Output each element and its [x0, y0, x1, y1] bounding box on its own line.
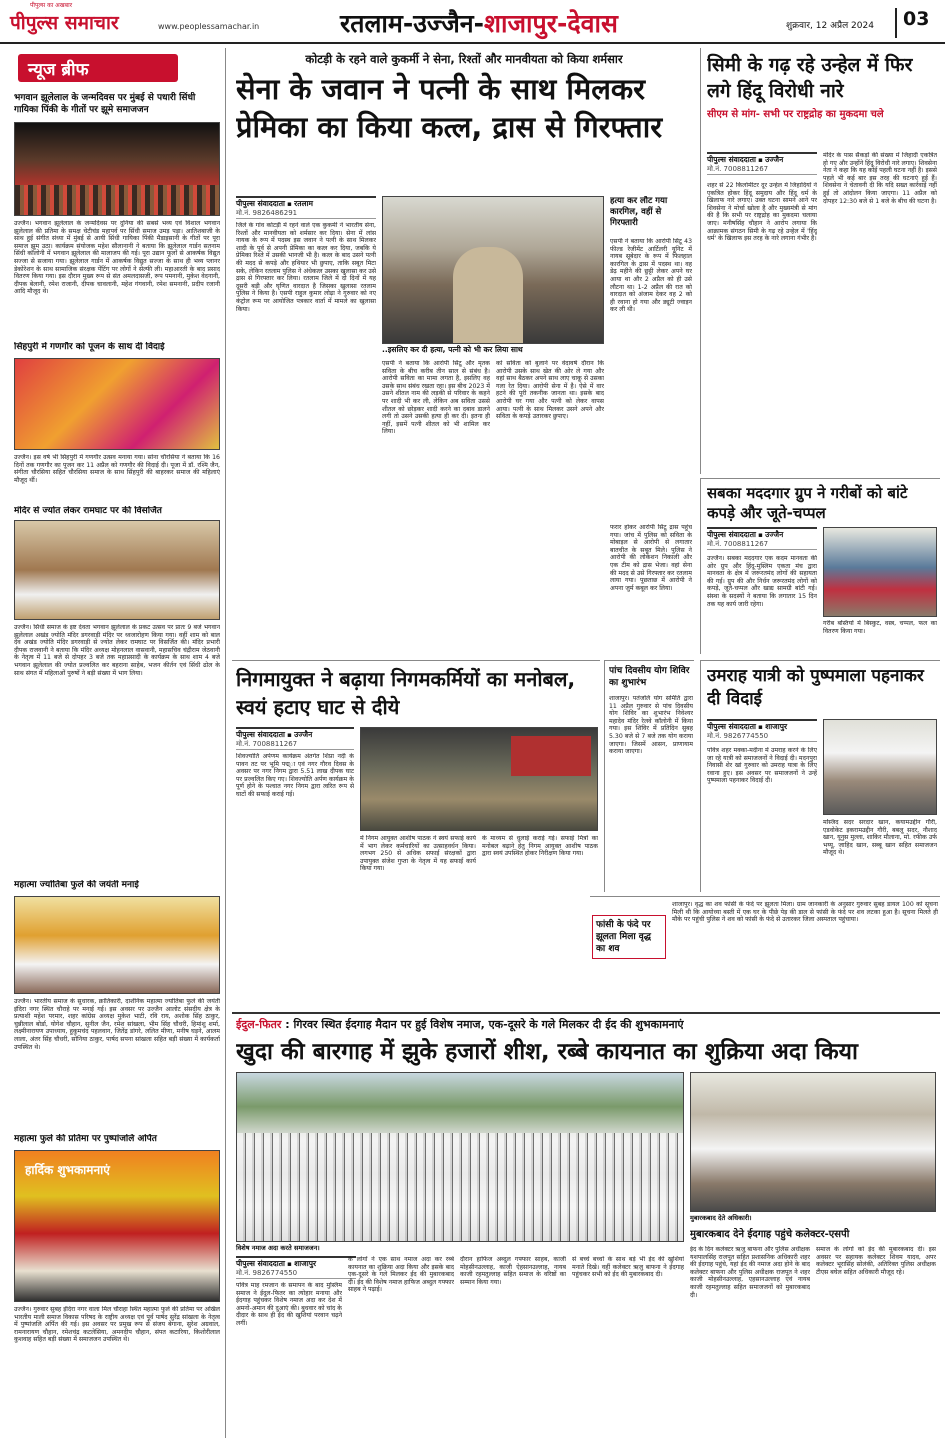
- umrah-photo: [823, 719, 937, 815]
- nigam-headline: निगमायुक्त ने बढ़ाया निगमकर्मियों का मनोबल, स्वयं हटाए घाट से दीये: [236, 667, 576, 719]
- brief-headline: मंदिर से ज्योत लेकर रामघाट पर की विसर्जित: [14, 506, 162, 516]
- truck-shape: [511, 736, 591, 776]
- eid-col3: दौरान हाफिज अब्दुल गफ्फार साहब, काजी मोहसीनउल्लाह, काजी ऐहसानउल्लाह, नायब काजी रहमतुल्लाह सहित समाज के वरिष्ठों का सम्मान किया गया।: [460, 1256, 566, 1286]
- simi-subhead: सीएम से मांग- सभी पर राष्ट्रद्रोह का मुकदमा चले: [707, 109, 884, 120]
- eid-city: शाजापुर: [294, 1259, 317, 1268]
- story-umrah: [700, 660, 940, 892]
- army-byline: पीपुल्स संवाददाता ▪ रतलाम मो.नं. 9826486291: [236, 196, 376, 219]
- army-kicker: कोटड़ी के रहने वाले कुकर्मी ने सेना, रिश्तों और मानवीयता को किया शर्मसार: [305, 52, 623, 66]
- brief-photo-jyot: [14, 520, 220, 620]
- army-headline: सेना के जवान ने पत्नी के साथ मिलकर प्रेमिका का किया कत्ल, द्रास से गिरफ्तार: [236, 72, 663, 144]
- story-suicide: [590, 896, 940, 1008]
- poster-text: हार्दिक शुभकामनाएं: [25, 1163, 110, 1177]
- brief-headline: भगवान झूलेलाल के जन्मदिवस पर मुंबई से पधारी सिंधी गायिका पिंकी के गीतों पर झूमे समाजजन: [14, 93, 196, 115]
- nigam-photo: [360, 727, 598, 831]
- brief-body: उज्जैन। भगवान झूलेलाल के जन्मदिवस पर दुनिया की सबसे भव्य एवं विशाल भगवान झूलेलाल की प्रतिमा के समक्ष चेटीचंड महापर्व पर सिंधी समाज उमड़ पड़ा। आतिशबाजी के साथ हुई संगीत संध्या में मुंबई से आयी सिंधी गायिका पिंकी मैडाइसानी के गीतों पर पूरा समाज झूम उठा। कार्यक्रम संयोजक महेश सौलानानी ने बताया कि झूलेलाल गार्डन सतनाम सिंधी कॉलोनी में भगवान झूलेलाल की मालाजप की गई। पूरा उद्यान फूलों से आकर्षक विद्युत सज्जा से सजाया गया। झूलेलाल गार्डन में आकर्षक विद्युत सज्जा के साथ ही भव्य प्लानर डेकोरेशन के साथ सामाजिक संरक्षक पेंटिंग पर लोगों ने सेल्फी ली। महाआरती के बाद प्रसाद वितरण किया गया। इस दौरान मुख्य रूप से संत अमलदासजी, रूप पमनानी, मुकेश वेदनानी, दीपक बेलानी, रमेश राजानी, दीपक चावलानी, महेश गंगवानी, रमेश समनानी, प्रदीप रजानी आदि मौजूद थे।: [14, 220, 220, 296]
- nigam-city: उज्जैन: [294, 730, 313, 739]
- nigam-reporter: पीपुल्स संवाददाता: [236, 730, 285, 739]
- section-part1: रतलाम-उज्जैन-: [340, 9, 485, 38]
- eid-photo-officials: [690, 1072, 936, 1212]
- website: www.peoplessamachar.in: [158, 22, 260, 31]
- eid-headline: खुदा की बारगाह में झुके हजारों शीश, रब्बे कायनात का शुक्रिया अदा किया: [236, 1039, 858, 1065]
- simi-col1: शहर से 22 किलोमीटर दूर उन्हेल में जिहादियों ने एकत्रित होकर हिंदू समुदाय और हिंदू धर्म के खिलाफ नारे लगाए। उक्त घटना सामने आने पर शिवसेना ने मोर्चा खोला है और मुख्यमंत्री से मांग की है कि सभी पर राष्ट्रद्रोह का मुकदमा चलाया जाए। मनीषसिंह चौहान ने आरोप लगाया कि आक्रामक संगठन सिमी के गढ़ रहे उन्हेल में 'हिंदू धर्म' के खिलाफ इस तरह के नारे लगाना गंभीर है।: [707, 182, 817, 243]
- madadgar-body: उज्जैन। सबका मददगार एक कदम मानवता की ओर ग्रुप और हिंदू-मुस्लिम एकता मंच द्वारा मानवता के क्षेत्र में जरूरतमंद लोगों की सहायता की गई। ग्रुप की और निर्धन जरूरतमंद लोगों को कपड़े, जूते-चप्पल और खाद्य सामग्री बांटी गई। संस्था के सदस्यों ने बताया कि लगातार 15 दिन तक यह कार्य जारी रहेगा।: [707, 555, 817, 608]
- nigam-col1: शिवज्योति अर्पणम कार्यक्रम अंतर्गत शिप्रा नदी के पावन तट पर भूमि पद्म्ा एवं नगर गौरव दिवस के अवसर पर नगर निगम द्वारा 5.51 लाख दीपक घाट पर प्रज्वलित किए गए। शिवज्योति अर्पण कार्यक्रम के पूर्ण होने के पश्चात नगर निगम द्वारा त्वरित रूप से घाटों की सफाई कराई गई।: [236, 753, 354, 798]
- eid-caption-3: मुबारकबाद देने ईदगाह पहुंचे कलेक्टर-एसपी: [690, 1229, 850, 1240]
- umrah-headline: उमराह यात्री को पुष्पमाला पहनाकर दी विदाई: [707, 666, 924, 709]
- umrah-names: मस्जिद सदर सरदार खान, कयामउद्दीन गौरी, एडवोकेट इकरामउद्दीन गौरी, बबलू सदर, नौशाद खान, यूनुस मुल्ला, शाकिर मौलाना, मो. रफीक उर्फ भय्यू, जाहिद खान, सब्बू खान सहित समाजजन मौजूद थे।: [823, 819, 937, 857]
- madadgar-headline: सबका मददगार ग्रुप ने गरीबों को बांटे कपड़े और जूते-चप्पल: [707, 484, 908, 522]
- eid-photo-prayer: [236, 1072, 684, 1242]
- eid-col6: समाज के लोगों को ईद की मुबारकबाद दी। इस अवसर पर सहायक कलेक्टर शिवम यादव, अपर कलेक्टर भूरासिंह सोलंकी, अतिरिक्त पुलिस अधीक्षक टीएस बघेल सहित अधिकारी मौजूद रहे।: [816, 1246, 936, 1276]
- page-number: 03: [895, 8, 935, 38]
- story-yoga: [604, 660, 694, 892]
- news-brief-column: [8, 48, 226, 1438]
- brief-photo-tribute: [14, 1150, 220, 1302]
- story-army: [232, 48, 694, 654]
- brief-photo-jhulelal: [14, 122, 220, 216]
- army-city: रतलाम: [294, 199, 313, 208]
- eid-label: ईदुल-फितर: [236, 1018, 282, 1031]
- umrah-city: शाजापुर: [765, 722, 788, 731]
- eid-reporter: पीपुल्स संवाददाता: [236, 1259, 285, 1268]
- umrah-byline: पीपुल्स संवाददाता ▪ शाजापुर मो.नं. 9826774550: [707, 719, 817, 742]
- madadgar-byline: पीपुल्स संवाददाता ▪ उज्जैन मो.नं. 7008811267: [707, 527, 817, 550]
- brief-body: उज्जैन। भारतीय समाज के सुधारक, क्रांतिकारी, दार्शनिक महात्मा ज्योतिबा फुले की जयंती इंदिरा नगर स्थित चौराहे पर मनाई गई। इस अवसर पर उज्जैन आलोट संसदीय क्षेत्र के प्रत्याशी महेश परमार, शहर कांग्रेस अध्यक्ष मुकेश भाटी, रवि राय, अशोक सिंह ठाकुर, चुन्नीलाल बोर्डा, योगेश चौहान, सुनील जैन, रमेश सांखला, भीम सिंह चौधरी, हिमांशु शर्मा, लक्ष्मीनारायण उपाध्याय, हुकुमचंद पहलवान, जितेंद्र डांगरे, ललित मीणा, मनीष घड़ने, आलम लाला, अंतर सिंह चौधरी, सोनिया ठाकुर, पार्षद सपना सांखला सहित बड़ी संख्या में कार्यकर्ता उपस्थित थे।: [14, 998, 220, 1051]
- brief-body: उज्जैन। इस वर्ष भी सिंहपुरी में गणगौर उत्सव मनाया गया। सोना चौरसिया ने बताया कि 16 दिनों तक गणगौर का पूजन कर 11 अप्रैल को गणगौर की विदाई दी। पूजा में डॉ. रश्मि जैन, संगीता चौरसिया सहित चौरसिया समाज के साथ सिंहपुरी की बाहरकर समाज की महिलाएं मौजूद थीं।: [14, 454, 220, 484]
- logo-small: पीपुल्स का अखबार: [30, 2, 73, 9]
- madadgar-reporter: पीपुल्स संवाददाता: [707, 530, 756, 539]
- nigam-byline: पीपुल्स संवाददाता ▪ उज्जैन मो.नं. 7008811267: [236, 727, 354, 750]
- section-title: [340, 6, 618, 40]
- eid-caption-1: विशेष नमाज अदा करते समाजजन।: [236, 1244, 320, 1252]
- eid-col4: से बच्चे बच्चों के साथ बड़े भी ईद की खुशियां मनाते दिखे। वहीं कलेक्टर ऋजु बाफना ने ईदगाह पहुंचकर सभी को ईद की मुबारकबाद दी।: [572, 1256, 684, 1279]
- nigam-phone: मो.नं. 7008811267: [236, 740, 354, 750]
- eid-caption-2: मुबारकबाद देते अधिकारी।: [690, 1214, 752, 1222]
- umrah-body: पवित्र शहर मक्का-मदीना में उमराह करने के लिए जा रहे यात्री को समाजजनों ने विदाई दी। मदनपुरा निवासी शेर खां गुरुवार को उमराह यात्रा के लिए रवाना हुए। इस अवसर पर समाजजनों ने उन्हें पुष्पमाला पहनाकर विदाई दी।: [707, 747, 817, 785]
- brief-body: उज्जैन। सिंधी समाज के इष्ट देवता भगवान झूलेलाल के प्रकट उत्सव पर प्रातः 9 बजे भगवान झूलेलाल अखंड ज्योति मंदिर डगरवाड़ी मंदिर पर ध्वजारोहण किया गया। वहीं शाम को बाल देव अखंड ज्योति मंदिर डगरवाड़ी से ज्योत लेकर रामघाट पर विसर्जित की। मंदिर प्रभारी दीपक राजवानी ने बताया कि मंदिर अध्यक्ष मोहनलाल वासवानी, महासचिव चंद्रीराम जेठवानी के नेतृत्व में 11 बजे से दोपहर 3 बजे तक महाप्रसादी के कार्यक्रम के साथ शाम 4 बजे भगवान झूलेलाल की ज्योत प्रज्वलित कर बहराना साहेब, भजन कीर्तन एवं सिंधी ढोल के साथ संगत में महिलाओं पुरुषों ने बड़ी संख्या में भाग लिया।: [14, 624, 220, 677]
- army-photo: [382, 196, 604, 344]
- prayer-rows: [237, 1133, 684, 1242]
- madadgar-caption: गरीब बस्तियों में बिस्कुट, वस्त्र, चप्पल, फल का वितरण किया गया।: [823, 620, 937, 635]
- army-side-body: एसपी ने बताया कि आरोपी सिंटू 43 फील्ड रेजीमेंट आर्टिलरी यूनिट में नायब सूबेदार के रूप में फिलहाल कारगिल के द्रास में पदस्थ था। वह डेढ़ महीने की छुट्टी लेकर अपने घर आया था और 2 अप्रैल को ही उसे लौटना था। 1-2 अप्रैल की रात को वारदात को अंजाम देकर वह 2 को ही रवाना हो गया और ड्यूटी ज्वाइन कर ली थी।: [610, 238, 692, 314]
- yoga-headline: पांच दिवसीय योग शिविर का शुभारंभ: [609, 666, 690, 688]
- army-reporter: पीपुल्स संवाददाता: [236, 199, 285, 208]
- story-madadgar: [700, 478, 940, 654]
- eid-col1: पवित्र माह रमजान के समापन के बाद मुस्लिम समाज ने ईदुल-फितर का त्योहार मनाया और ईदगाह पहुंचकर विशेष नमाज अदा कर देश में अमनो-अमान की दुआएं की। बुधवार को चांद के दीदार के साथ ही ईद की खुशियां परवान चढ़ने लगीं।: [236, 1282, 342, 1327]
- madadgar-phone: मो.नं. 7008811267: [707, 540, 817, 550]
- brief-headline: सिंहपुरी में गणगौर को पूजन के साथ दी विदाई: [14, 342, 165, 352]
- eid-col2: के लोगों ने एक साथ नमाज अदा कर रब्बे कायनात का शुक्रिया अदा किया और इसके बाद एक-दूसरे के गले मिलकर ईद की मुबारकबाद दी। ईद की विशेष नमाज हाफिज अब्दुल गफ्फार साहब ने पढ़ाई।: [348, 1256, 454, 1294]
- date: शुक्रवार, 12 अप्रैल 2024: [786, 21, 874, 31]
- eid-kicker: गिरवर स्थित ईदगाह मैदान पर हुई विशेष नमाज, एक-दूसरे के गले मिलकर दी ईद की शुभकामनाएं: [293, 1018, 684, 1031]
- madadgar-photo: [823, 527, 937, 617]
- army-col1: जिले के गांव कोटड़ी में रहने वाले एक कुकर्मी ने भारतीय सेना, रिश्तों और मानवीयता को शर्मसार कर दिया। सेना में लांस नायक के रूप में पदस्थ इस जवान ने पत्नी के साथ मिलकर शादी के पूर्व से अपनी प्रेमिका का कत्ल कर दिया, जबकि ये प्रेमिका रिश्ते में उसकी भानजी भी है। कत्ल के बाद उसने पत्नी की मदद से कपड़े और हथियार भी छुपाए, ताकि सबूत मिटा सके, लेकिन रतलाम पुलिस ने अंधेकत्ल उसका खुलासा कर उसे द्रास से गिरफ्तार कर लिया। रतलाम जिले में दो दिनों में यह दूसरी बड़ी और घृणित वारदात है जिसका खुलासा रतलाम पुलिस ने किया है। एसपी राहुल कुमार लोढ़ा ने गुरुवार को नए कंट्रोल रूम पर आयोजित पत्रकार वार्ता में मामले का खुलासा किया।: [236, 222, 376, 313]
- army-col4: फरार होकर आरोपी सिंटू द्रास पहुंच गया। जांच में पुलिस को सविता के मोबाइल से आरोपी से लगातार बातचीत के सबूत मिले। पुलिस ने आरोपी की लोकेशन निकाली और एक टीम को द्रास भेजा। वहां सेना की मदद से उसे गिरफ्तार कर रतलाम लाया गया। पूछताछ में आरोपी ने अपना जुर्म कबूल कर लिया।: [610, 524, 692, 592]
- suicide-tag: फांसी के फंदे पर झूलता मिला वृद्ध का शव: [592, 915, 666, 959]
- brief-photo-gangaur: [14, 358, 220, 450]
- nigam-col3: के माध्यम से धुलाई कराई गई। सफाई मित्रों का मनोबल बढ़ाने हेतु निगम आयुक्त आशीष पाठक द्वारा स्वयं उपस्थित होकर निरीक्षण किया गया।: [482, 835, 598, 858]
- brief-body: उज्जैन। गुरुवार सुबह इंदिरा नगर वाला मिल चौराहा स्थित महात्मा फुले की प्रतिमा पर अखिल भारतीय माली समाज विकास परिषद के राष्ट्रीय अध्यक्ष एवं पूर्व पार्षद सुरेंद्र सांखला के नेतृत्व में पुष्पांजलि अर्पित की गई। इस अवसर पर प्रमुख रूप से संजय बेगाना, सुरेश अग्रवाल, रामनारायण चौहान, रमेशचंद्र कटलेसिया, अमनदीप चौहान, संपत कटारिया, किशोरीलाल कुशवाह सहित बड़ी संख्या में समाजजन उपस्थित थे।: [14, 1306, 220, 1344]
- army-phone: मो.नं. 9826486291: [236, 209, 376, 219]
- simi-phone: मो.नं. 7008811267: [707, 165, 817, 175]
- eid-col5: ईद के दिन कलेक्टर ऋजु बाफना और पुलिस अधीक्षक यशपालसिंह राजपूत सहित प्रशासनिक अधिकारी शहर की ईदगाह पहुंचे, यहां ईद की नमाज अदा होने के बाद कलेक्टर बाफना और पुलिस अधीक्षक राजपूत ने शहर काजी मोहसीनउल्लाह, एहसानउल्लाह एवं नायब काजी रहमतुल्लाह सहित समाजजनों को मुबारकबाद दी।: [690, 1246, 810, 1299]
- simi-reporter: पीपुल्स संवाददाता: [707, 155, 756, 164]
- army-side-head: हत्या कर लौट गया कारगिल, वहीं से गिरफ्तारी: [610, 196, 668, 228]
- simi-headline: सिमी के गढ़ रहे उन्हेल में फिर लगे हिंदू विरोधी नारे: [707, 54, 913, 102]
- eid-byline: पीपुल्स संवाददाता ▪ शाजापुर मो.नं. 9826774550: [236, 1256, 356, 1279]
- suicide-body: शाजापुर। वृद्ध का शव फांसी के फंदे पर झूलता मिला। ग्राम जानकारी के अनुसार गुरुवार सुबह डायल 100 को सूचना मिली थी कि आयोध्या बस्ती में एक घर के पीछे पेड़ की डाल से फांसी के फंदे पर शव लटका हुआ है। सूचना मिलते ही मौके पर पहुंची पुलिस ने शव को फांसी के फंदे से उतारकर जिला अस्पताल पहुंचाया।: [672, 901, 938, 924]
- army-photo-caption: ..इसलिए कर दी हत्या, पत्नी को भी कर लिया साथ: [382, 345, 523, 354]
- eid-phone: मो.नं. 9826774550: [236, 1269, 356, 1279]
- logo: पीपुल्स समाचार: [10, 12, 119, 34]
- crowd-shape: [15, 185, 220, 215]
- simi-col2: मंदिर के पास सैकड़ों की संख्या में जिहादी एकत्रित हो गए और उन्होंने हिंदू विरोधी नारे लगाए। शिवसेना नेता ने कहा कि यह कोई पहली घटना नहीं है। इससे पहले भी कई बार इस तरह की घटनाएं हुई हैं। शिवसेना ने चेतावनी दी कि यदि सख्त कार्रवाई नहीं हुई तो आंदोलन किया जाएगा। 11 अप्रैल को दोपहर 12:30 बजे से 1 बजे के बीच की घटना है।: [823, 152, 937, 205]
- section-part2: शाजापुर-देवास: [484, 9, 618, 38]
- brief-photo-phule: [14, 896, 220, 994]
- umrah-phone: मो.नं. 9826774550: [707, 732, 817, 742]
- masthead: [0, 0, 945, 44]
- simi-city: उज्जैन: [765, 155, 784, 164]
- brief-headline: महात्मा ज्योतिबा फुले की जयंती मनाई: [14, 880, 139, 890]
- simi-byline: पीपुल्स संवाददाता ▪ उज्जैन मो.नं. 7008811267: [707, 152, 817, 175]
- army-col2: एसपी ने बताया कि आरोपी सिंटू और मृतक सविता के बीच करीब तीन साल से संबंध है। आरोपी सविता का मामा लगता है, इसलिए वह उसके साथ संबंध रखता रहा। इस बीच 2023 में उसने शीतल नाम की लड़की से परिवार के कहने पर शादी भी कर ली, लेकिन अब सविता उससे शीतल को छोड़कर शादी करने का दबाव डालने लगी तो उसने उसकी हत्या ही कर दी। इतना ही नहीं, इसमें पत्नी शीतल को भी शामिल कर लिया।: [382, 360, 490, 436]
- story-nigam: [232, 660, 600, 892]
- eid-kicker-line: ईदुल-फितर : गिरवर स्थित ईदगाह मैदान पर हुई विशेष नमाज, एक-दूसरे के गले मिलकर दी ईद की शुभकामनाएं: [236, 1018, 684, 1031]
- nigam-col2: में निगम आयुक्त आशीष पाठक ने स्वयं सफाई कार्य में भाग लेकर कर्मचारियों का उत्साहवर्धन किया। लगभग 250 से अधिक सफाई संरक्षकों द्वारा उपायुक्त संजेश गुप्ता के नेतृत्व में यह सफाई कार्य किया गया।: [360, 835, 476, 873]
- army-col3: को सविता को बुलाने पर वेदावर्ष दौरान कि आरोपी उसके साथ खेत की ओर ले गया और वहां साथ बैठकर अपने साथ लाए चाकू से उसका गला रेत दिया। आरोपी सेना में है। ऐसे में वार हटने की पूरी तकनीक जानता था। इसके बाद आरोपी घर गया और पत्नी को लेकर वापस आया। पत्नी के साथ मिलकर उसने अपने और सविता के कपड़े उतारकर छुपाए।: [496, 360, 604, 421]
- news-brief-header: न्यूज ब्रीफ: [18, 54, 178, 82]
- story-eid: [232, 1012, 940, 1440]
- umrah-reporter: पीपुल्स संवाददाता: [707, 722, 756, 731]
- yoga-body: शाजापुर। पतंजलि योग समिति द्वारा 11 अप्रैल गुरुवार से पांच दिवसीय योग शिविर का शुभारंभ निवेश्यर महादेव मंदिर रेलवे कॉलोनी में किया गया। इस शिविर में प्रतिदिन सुबह 5.30 बजे से 7 बजे तक योग कराया जाएगा। जिसमें आसन, प्राणायाम कराया जाएगा।: [609, 695, 693, 756]
- story-simi: [700, 48, 940, 474]
- officer-shape: [453, 247, 523, 344]
- madadgar-city: उज्जैन: [765, 530, 784, 539]
- brief-headline: महात्मा फुले की प्रतिमा पर पुष्पांजलि अर्पित: [14, 1134, 157, 1144]
